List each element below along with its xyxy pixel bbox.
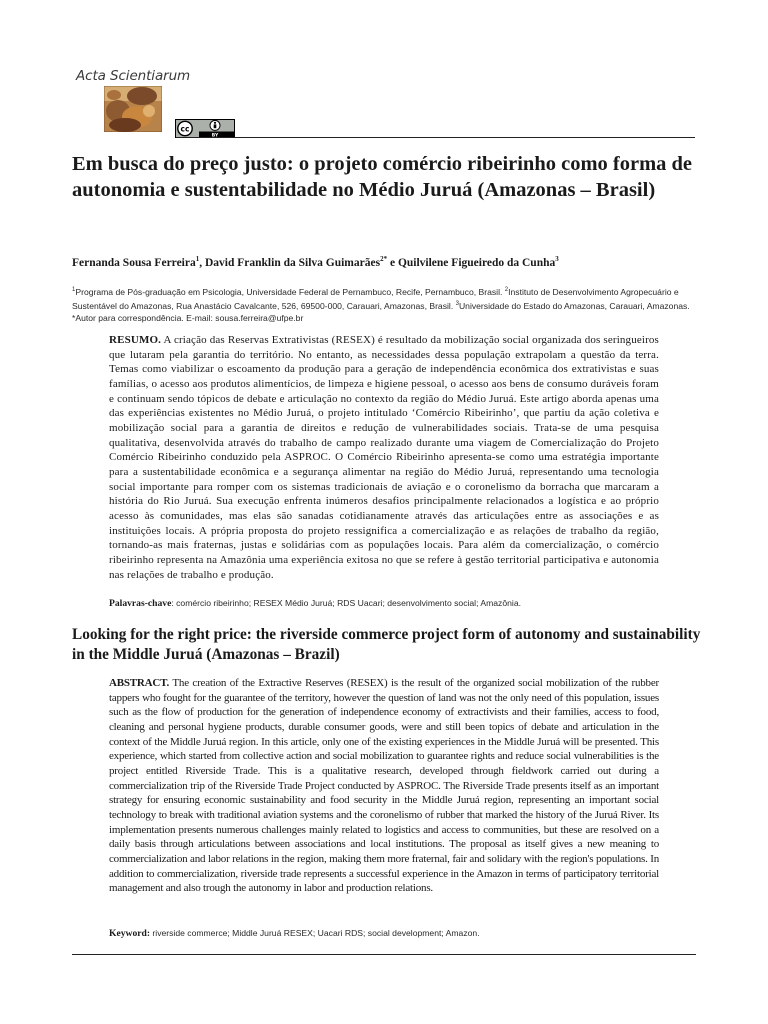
- svg-text:BY: BY: [211, 133, 219, 138]
- svg-text:cc: cc: [180, 124, 190, 134]
- palavras-chave: [109, 598, 669, 609]
- abstract-text: The creation of the Extractive Reserves (RESEX) is the result of the organized social mobilization of the rubber tappers who fought for the guarantee of the territory, however the question of land was not the only need of this population, issues such as the flow of production for the generation of independence economy of extractivists and their families, access to food, cleaning and personal hygiene products, durable consumer goods, were and still been topics of debate and articulation in the context of the Middle Juruá region. In this article, only one of the existing experiences in the Middle Juruá will be presented. This experience, which started from collective action and social mobilization to guarantee rights and reduce social vulnerabilities is the project entitled Riverside Trade. This is a qualitative research, developed through fieldwork carried out during a commercialization trip of the Riverside Trade Project conducted by ASPROC. The Riverside Trade presents itself as an important strategy for ensuring economic sustainability and food security in the Middle Juruá region, representing an important social technology to break with traditional aviation systems and the coronelismo of rubber that marked the history of the Juruá River. Its implementation presents numerous challenges mainly related to logistics and access to communities, but these are resolved on a daily basis through articulations between associations and local institutions. The proposal as itself gives a new meaning to commercialization and labor relations in the region, making them more fraternal, fair and solidary with the region's populations. In addition to commercialization, riverside trade represents a successful experience in the Amazon in terms of participatory territorial management and also trough the autonomy in labor and production relations.: [109, 677, 659, 895]
- affiliation-marker: 1: [72, 287, 76, 293]
- author-affiliation-marker: 1: [195, 255, 200, 263]
- palavras-chave-text: : comércio ribeirinho; RESEX Médio Juruá; RDS Uacari; desenvolvimento social; Amazônia.: [171, 598, 521, 608]
- affiliation-marker: 3: [455, 301, 459, 308]
- abstract-paragraph: [109, 676, 659, 896]
- journal-logo-artwork: [104, 86, 162, 132]
- resumo-paragraph: [109, 333, 659, 582]
- author-name: David Franklin da Silva Guimarães: [204, 256, 381, 269]
- abstract-label: ABSTRACT.: [109, 677, 170, 689]
- affiliation-text: Programa de Pós-graduação em Psicologia, Universidade Federal de Pernambuco, Recife, Pernambuco, Brasil.: [75, 286, 505, 297]
- resumo-text: A criação das Reservas Extrativistas (RESEX) é resultado da mobilização social organizada dos seringueiros que lutaram pela garantia do território. No entanto, as necessidades dessa população extrapolam a questão da terra. Temas como viabilizar o escoamento da produção para a geração de independência econômica dos extrativistas e suas famílias, o acesso aos produtos alimentícios, de limpeza e higiene pessoal, o acesso aos bens de consumo duráveis foram e continuam sendo tópicos de debate e articulação no contexto da região do Médio Juruá. Este artigo aborda apenas uma das experiências existentes no Médio Juruá, o projeto intitulado ‘Comércio Ribeirinho’, que partiu da ação coletiva e mobilização social para a garantia de direitos e redução de vulnerabilidades sociais. Trata-se de uma pesquisa qualitativa, desenvolvida através do trabalho de campo realizado durante uma viagem de Comercialização do Projeto Comércio Ribeirinho conduzido pela ASPROC. O Comércio Ribeirinho apresenta-se como uma estratégia importante para a sustentabilidade econômica e a segurança alimentar na região do Médio Juruá, representando uma tecnologia social importante para romper com os sistemas tradicionais de aviação e o coronelismo da borracha que marcaram a história do Rio Juruá. Sua execução enfrenta inúmeros desafios principalmente relacionados a logística e ao próprio acesso às comunidades, mas elas são sanadas cotidianamente através das articulações entre as associações e as instituições locais. A própria proposta do projeto ressignifica a comercialização e as relações de trabalho da região, tornando-as mais fraternas, justas e solidárias com as populações locais. Para além da comercialização, o comércio ribeirinho representa na Amazônia uma experiência exitosa no que se refere à gestão territorial participativa e autonomia nas relações de trabalho e produção.: [109, 334, 659, 581]
- affiliation-marker: 2: [504, 287, 509, 293]
- affiliations: [72, 284, 696, 324]
- author-name: Fernanda Sousa Ferreira: [72, 256, 196, 269]
- palavras-chave-label: Palavras-chave: [109, 598, 172, 609]
- author-affiliation-marker: 3: [555, 255, 559, 263]
- resumo-label: RESUMO.: [109, 334, 162, 346]
- cc-by-license-icon[interactable]: [175, 119, 235, 138]
- author-separator: e: [387, 256, 398, 269]
- article-title: Em busca do preço justo: o projeto comércio ribeirinho como forma de autonomia e sustentabilidade no Médio Juruá (Amazonas – Brasil): [72, 153, 693, 201]
- article-title-english: Looking for the right price: the riverside commerce project form of autonomy and sustainability in the Middle Juruá (Amazonas – Brazil): [72, 626, 701, 663]
- keywords-text: riverside commerce; Middle Juruá RESEX; Uacari RDS; social development; Amazon.: [150, 928, 480, 938]
- author-affiliation-marker: 2*: [380, 255, 388, 263]
- keywords: [109, 928, 669, 939]
- author-name: Quilvilene Figueiredo da Cunha: [397, 256, 556, 269]
- affiliation-text: Universidade do Estado do Amazonas, Carauari, Amazonas. *Autor para correspondência. E-mail: sousa.ferreira@ufpe.br: [72, 300, 690, 324]
- author-separator: ,: [199, 256, 205, 269]
- author-list: [72, 255, 712, 269]
- footer-divider: [72, 954, 696, 955]
- affiliation-text: Instituto de Desenvolvimento Agropecuário e Sustentável do Amazonas, Rua Anastácio Cavalcante, 526, 69500-000, Carauari, Amazonas, Brasil.: [72, 286, 679, 311]
- journal-name: Acta Scientiarum: [76, 68, 191, 84]
- header-divider: [176, 137, 695, 138]
- keywords-label: Keyword:: [109, 928, 151, 939]
